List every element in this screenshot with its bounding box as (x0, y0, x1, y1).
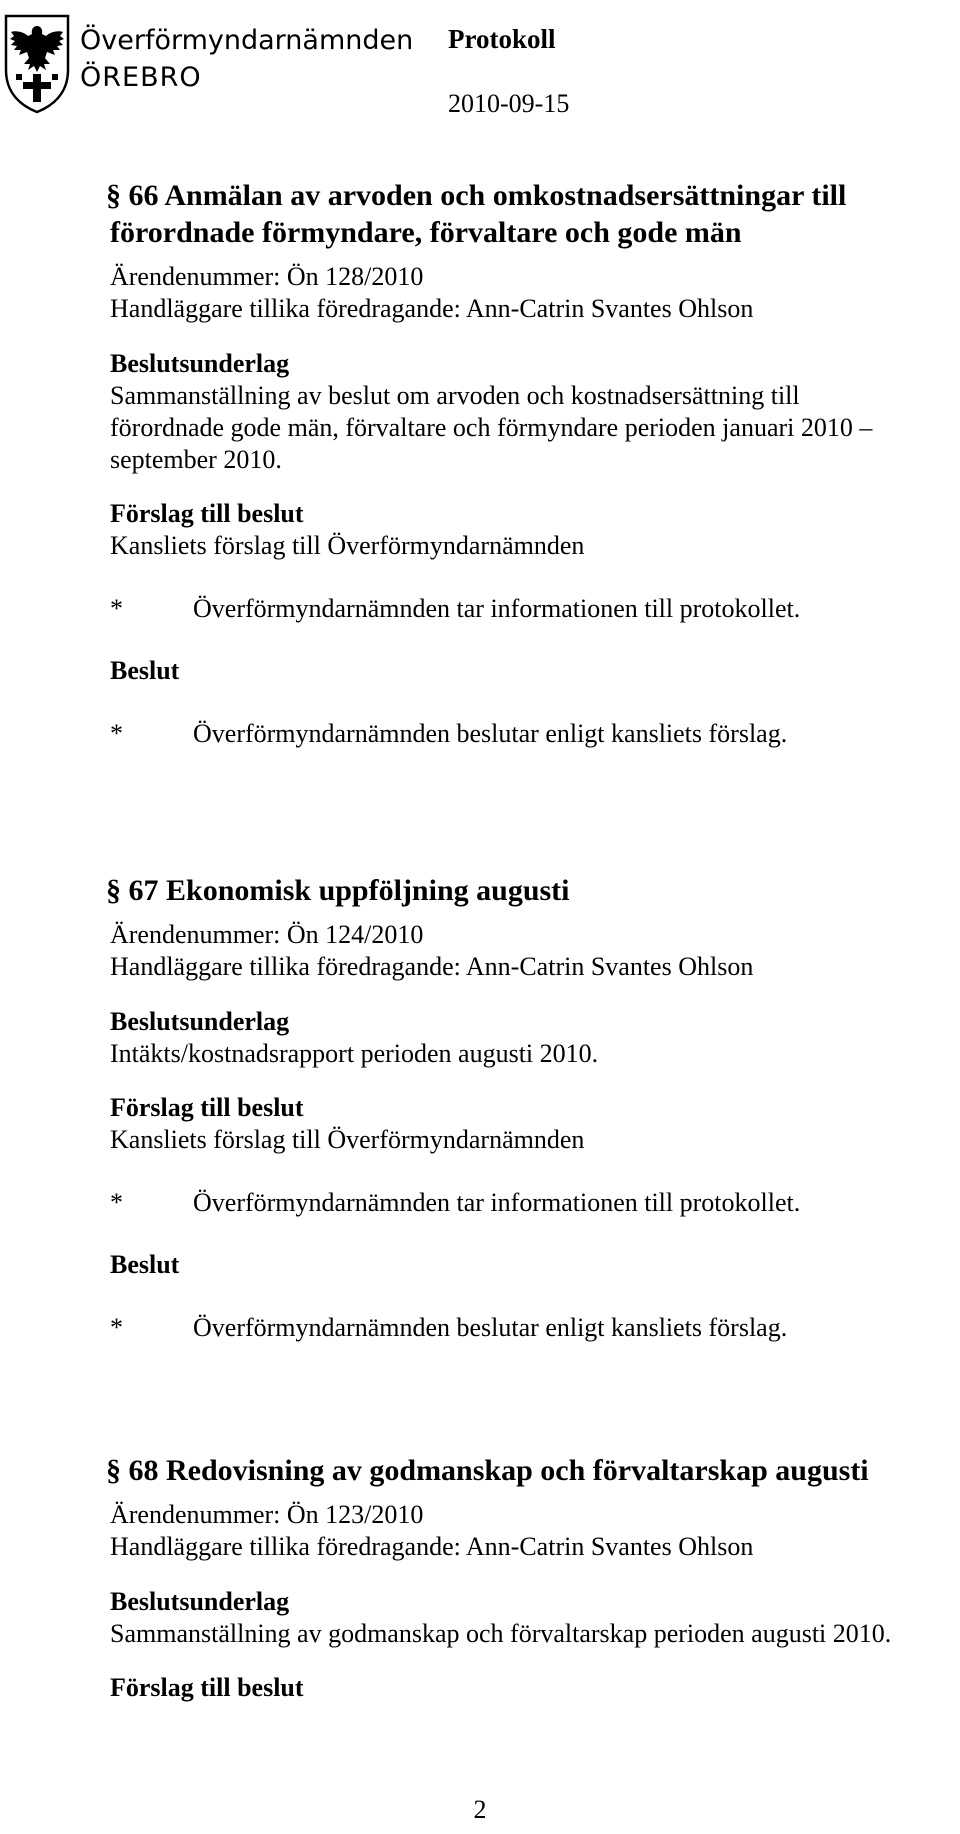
section-66 (106, 176, 955, 750)
proposal-item-text: Överförmyndarnämnden tar informationen till protokollet. (193, 594, 801, 623)
decision-item-text: Överförmyndarnämnden beslutar enligt kansliets förslag. (193, 719, 788, 748)
section-title: 68 Redovisning av godmanskap och förvaltarskap augusti (128, 1454, 869, 1487)
proposal-intro: Kansliets förslag till Överförmyndarnämnden (110, 531, 585, 560)
document-date: 2010-09-15 (448, 89, 570, 118)
case-number: Ärendenummer: Ön 128/2010 (110, 262, 424, 291)
basis-heading: Beslutsunderlag (110, 349, 290, 378)
basis-text-line3: september 2010. (110, 445, 282, 474)
proposal-intro: Kansliets förslag till Överförmyndarnämnden (110, 1125, 585, 1154)
decision-item (110, 1312, 955, 1344)
organization-name-line1: Överförmyndarnämnden (80, 25, 414, 56)
section-title-line1: 66 Anmälan av arvoden och omkostnadsersättningar till (128, 179, 847, 212)
decision-heading: Beslut (110, 1250, 180, 1279)
section-heading (106, 871, 955, 911)
case-handler: Handläggare tillika föredragande: Ann-Catrin Svantes Ohlson (110, 952, 754, 981)
decision-item-text: Överförmyndarnämnden beslutar enligt kansliets förslag. (193, 1313, 788, 1342)
section-heading (106, 176, 955, 216)
proposal-item-text: Överförmyndarnämnden tar informationen till protokollet. (193, 1188, 801, 1217)
section-symbol: § (106, 874, 121, 907)
bullet-asterisk: * (110, 719, 123, 748)
bullet-asterisk: * (110, 1313, 123, 1342)
case-handler: Handläggare tillika föredragande: Ann-Catrin Svantes Ohlson (110, 1532, 754, 1561)
orebro-coat-of-arms-icon (2, 12, 72, 115)
section-title: 67 Ekonomisk uppföljning augusti (128, 874, 570, 907)
basis-heading: Beslutsunderlag (110, 1587, 290, 1616)
case-number: Ärendenummer: Ön 124/2010 (110, 920, 424, 949)
section-symbol: § (106, 179, 121, 212)
proposal-heading: Förslag till beslut (110, 1093, 304, 1122)
section-symbol: § (106, 1454, 121, 1487)
case-number: Ärendenummer: Ön 123/2010 (110, 1500, 424, 1529)
bullet-asterisk: * (110, 594, 123, 623)
decision-heading: Beslut (110, 656, 180, 685)
basis-text-line1: Intäkts/kostnadsrapport perioden augusti 2010. (110, 1039, 599, 1068)
organization-name-line2: ÖREBRO (80, 62, 202, 93)
basis-heading: Beslutsunderlag (110, 1007, 290, 1036)
document-header (0, 0, 960, 120)
document-type: Protokoll (448, 24, 556, 54)
proposal-heading: Förslag till beslut (110, 1673, 304, 1702)
basis-text-line2: förordnade gode män, förvaltare och förmyndare perioden januari 2010 – (110, 413, 873, 442)
organization-name (80, 22, 413, 96)
decision-item (110, 718, 955, 750)
section-title-line2: förordnade förmyndare, förvaltare och gode män (110, 216, 742, 249)
section-heading (106, 1451, 955, 1491)
proposal-heading: Förslag till beslut (110, 499, 304, 528)
section-68 (106, 1451, 955, 1704)
basis-text-line1: Sammanställning av beslut om arvoden och kostnadsersättning till (110, 381, 800, 410)
basis-text-line1: Sammanställning av godmanskap och förvaltarskap perioden augusti 2010. (110, 1619, 892, 1648)
case-handler: Handläggare tillika föredragande: Ann-Catrin Svantes Ohlson (110, 294, 754, 323)
proposal-item (110, 1187, 955, 1219)
bullet-asterisk: * (110, 1188, 123, 1217)
section-67 (106, 871, 955, 1344)
page-number: 2 (473, 1795, 487, 1824)
proposal-item (110, 593, 955, 625)
